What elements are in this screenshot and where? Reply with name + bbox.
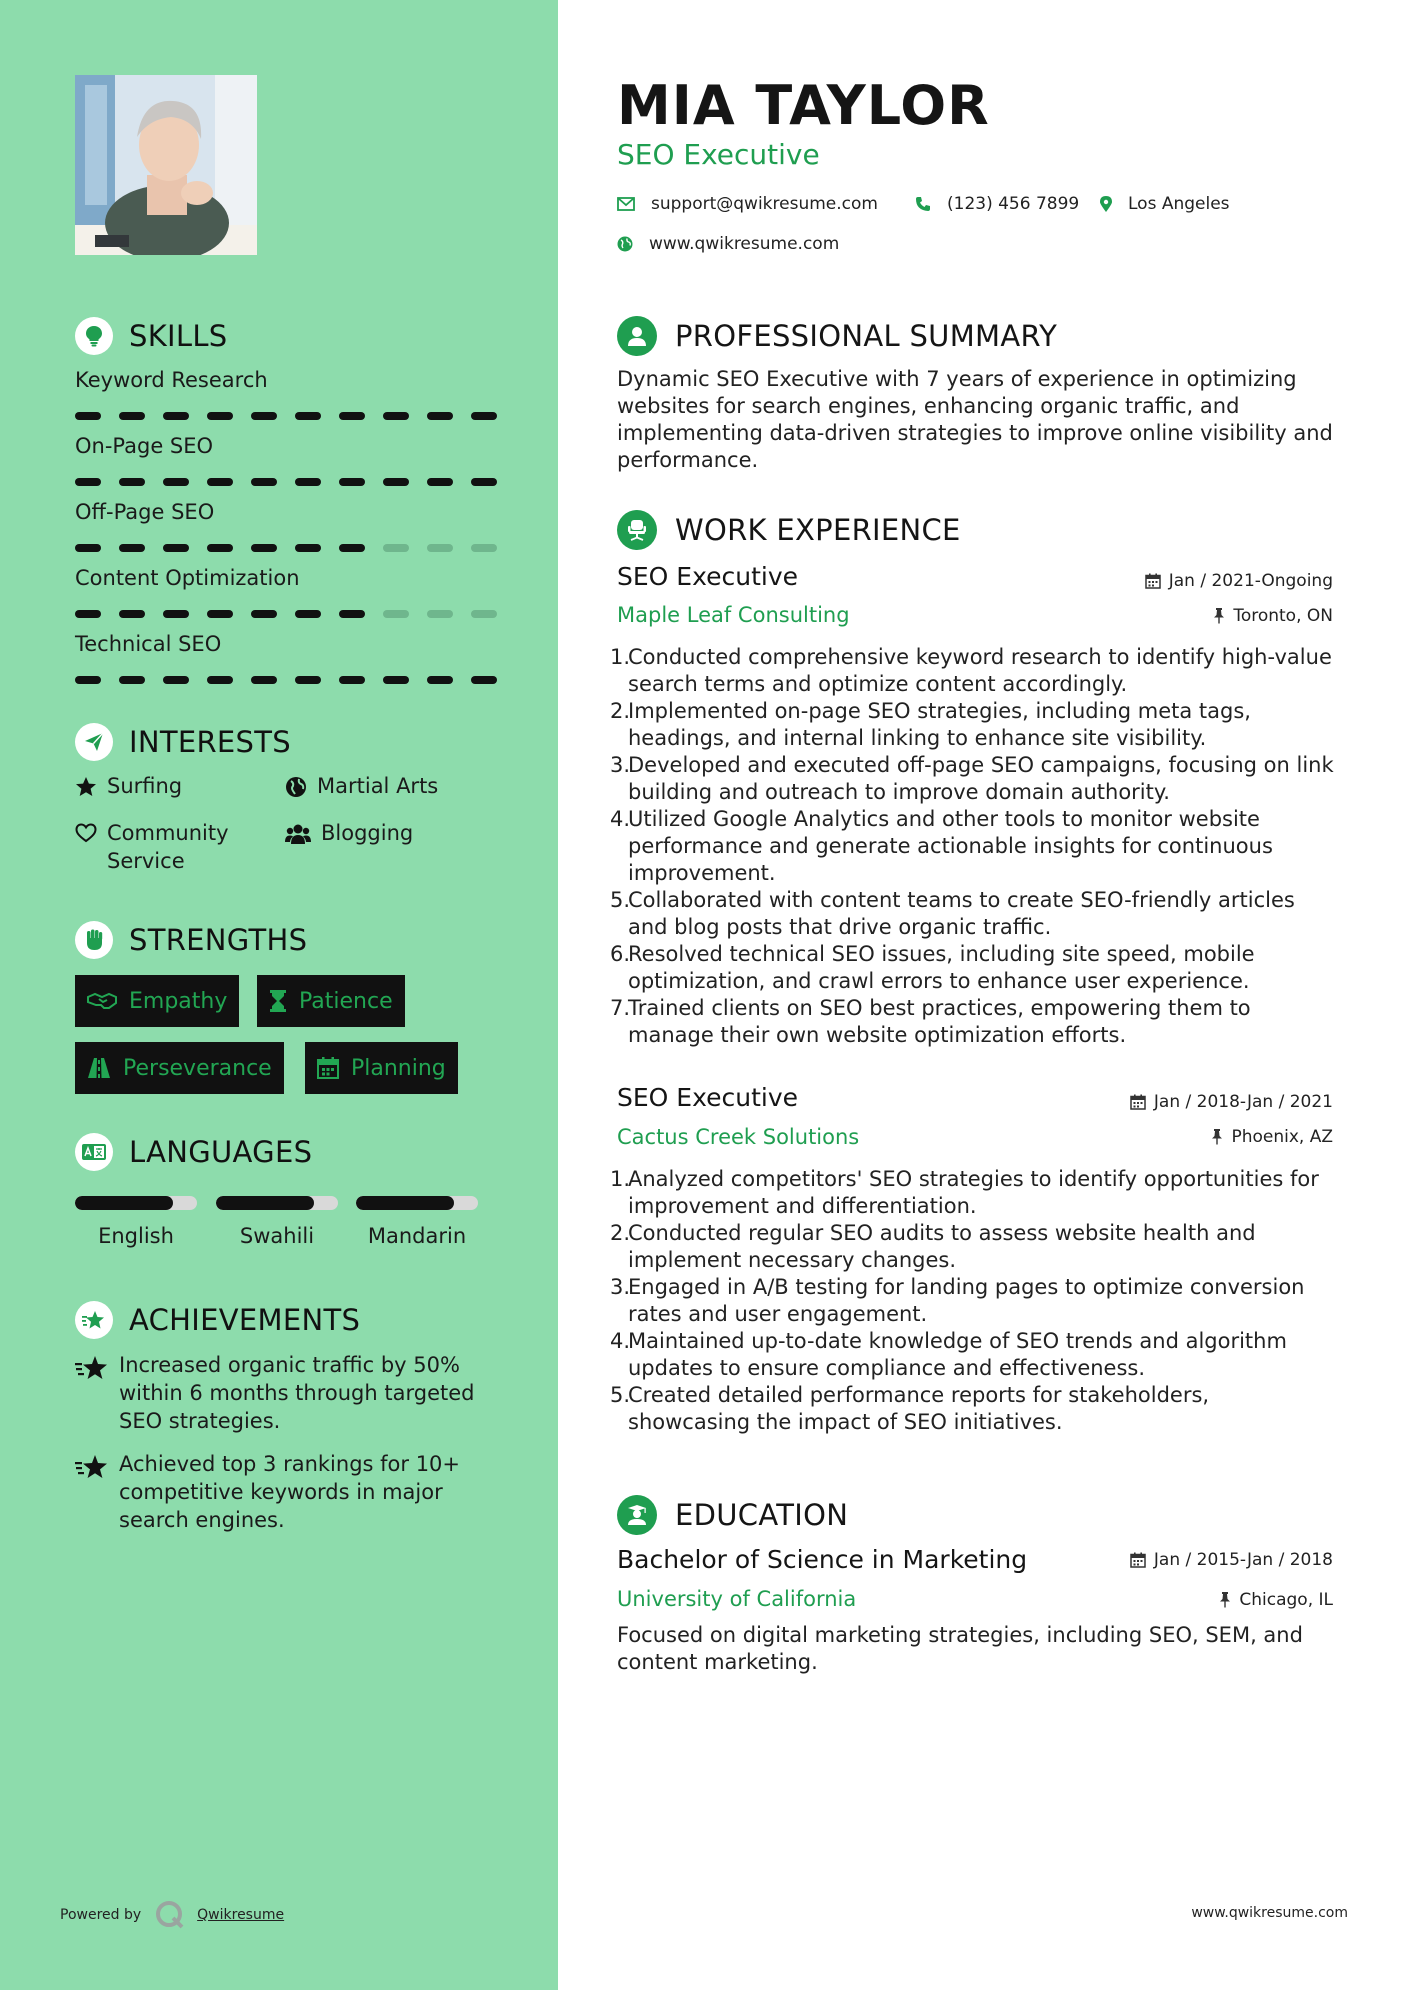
summary-heading	[617, 316, 1057, 356]
language-level-fill	[356, 1196, 454, 1210]
star-burst-icon	[75, 1355, 109, 1381]
job-title: SEO Executive	[617, 1083, 799, 1112]
skill-level-segment	[339, 610, 365, 618]
language-level-bar	[75, 1196, 197, 1210]
skill-level-segment	[339, 412, 365, 420]
bullet-item: 6. Resolved technical SEO issues, including site speed, mobile optimization, and crawl errors to enhance user experience.	[617, 941, 1337, 995]
skill-level-segment	[119, 676, 145, 684]
skill-level-segment	[207, 676, 233, 684]
powered-by	[60, 1900, 284, 1930]
bullet-item: 7. Trained clients on SEO best practices, empowering them to manage their own website optimization efforts.	[617, 995, 1337, 1049]
lightbulb-icon	[75, 317, 113, 355]
job-dates-text: Jan / 2018-Jan / 2021	[1153, 1092, 1333, 1112]
job-company: Cactus Creek Solutions	[617, 1125, 860, 1149]
language-name: Mandarin	[367, 1224, 467, 1248]
bullet-item: 3. Engaged in A/B testing for landing pages to optimize conversion rates and user engagement.	[617, 1274, 1337, 1328]
skill-level-segment	[383, 412, 409, 420]
skill-level-segment	[207, 544, 233, 552]
pushpin-icon	[1211, 1129, 1223, 1145]
bullet-item: 4. Maintained up-to-date knowledge of SEO trends and algorithm updates to ensure compliance and effectiveness.	[617, 1328, 1337, 1382]
achievement-item	[75, 1450, 495, 1534]
heart-icon	[75, 823, 97, 843]
globe-icon	[617, 236, 633, 252]
star-burst-icon	[75, 1454, 109, 1480]
achievements-heading	[75, 1300, 360, 1340]
skill-level-segment	[251, 676, 277, 684]
skill-level-segment	[75, 412, 101, 420]
contact-website[interactable]	[617, 234, 839, 254]
interest-item	[75, 772, 182, 800]
graduate-icon	[617, 1495, 657, 1535]
skill-level-segment	[75, 478, 101, 486]
education-location	[1219, 1590, 1333, 1610]
job-location-text: Toronto, ON	[1233, 606, 1333, 626]
pushpin-icon	[1219, 1592, 1231, 1608]
skill-level-segment	[163, 544, 189, 552]
job-dates	[1145, 571, 1333, 591]
job-location	[1211, 1127, 1333, 1147]
skill-level-segment	[251, 544, 277, 552]
skill-item	[75, 630, 505, 684]
section-title: PROFESSIONAL SUMMARY	[675, 319, 1058, 353]
interest-label: Martial Arts	[317, 774, 439, 798]
phone-text: (123) 456 7899	[947, 194, 1080, 214]
experience-heading	[617, 510, 961, 550]
job-company: Maple Leaf Consulting	[617, 603, 850, 627]
skill-level-segment	[75, 544, 101, 552]
qwikresume-logo-icon	[155, 1900, 185, 1930]
language-icon	[75, 1133, 113, 1171]
strength-label: Patience	[299, 988, 393, 1014]
skill-level-segment	[339, 676, 365, 684]
skill-name: On-Page SEO	[75, 434, 214, 458]
skill-level-segment	[427, 478, 453, 486]
bullet-item: 3. Developed and executed off-page SEO campaigns, focusing on link building and outreach to improve domain authority.	[617, 752, 1337, 806]
skill-level-segment	[75, 676, 101, 684]
job-bullets	[610, 1166, 1337, 1436]
bullet-item: 5. Collaborated with content teams to create SEO-friendly articles and blog posts that drive organic traffic.	[617, 887, 1337, 941]
skill-level-segment	[383, 610, 409, 618]
skill-level-segment	[119, 610, 145, 618]
achievement-text: Achieved top 3 rankings for 10+ competitive keywords in major search engines.	[119, 1452, 461, 1532]
job-title: SEO Executive	[617, 562, 799, 591]
contact-phone[interactable]	[915, 194, 1079, 214]
skill-level-segment	[471, 412, 497, 420]
bullet-text: Implemented on-page SEO strategies, including meta tags, headings, and internal linking to enhance site visibility.	[628, 699, 1251, 750]
hourglass-icon	[269, 990, 287, 1012]
skill-level	[75, 478, 505, 486]
contact-email[interactable]	[617, 194, 878, 214]
skill-name: Content Optimization	[75, 566, 300, 590]
strength-chip	[305, 1042, 458, 1094]
skill-level-segment	[383, 478, 409, 486]
section-title: EDUCATION	[675, 1498, 849, 1532]
interest-item	[75, 819, 255, 875]
education-location-text: Chicago, IL	[1239, 1590, 1333, 1610]
strengths-heading	[75, 920, 307, 960]
bullet-text: Analyzed competitors' SEO strategies to identify opportunities for improvement and differentiation.	[628, 1167, 1319, 1218]
skill-level-segment	[471, 676, 497, 684]
paper-plane-icon	[75, 723, 113, 761]
job-dates-text: Jan / 2021-Ongoing	[1168, 571, 1333, 591]
skill-level-segment	[427, 412, 453, 420]
degree-title: Bachelor of Science in Marketing	[617, 1545, 1028, 1574]
job-location	[1213, 606, 1333, 626]
bullet-text: Conducted comprehensive keyword research to identify high-value search terms and optimize content accordingly.	[628, 645, 1332, 696]
strength-chip	[75, 975, 239, 1027]
interest-item	[285, 819, 413, 847]
language-level-bar	[216, 1196, 338, 1210]
languages-heading	[75, 1132, 312, 1172]
skill-level-segment	[295, 544, 321, 552]
trophy-star-icon	[75, 1301, 113, 1339]
bullet-text: Collaborated with content teams to create SEO-friendly articles and blog posts that drive organic traffic.	[628, 888, 1295, 939]
skill-name: Keyword Research	[75, 368, 268, 392]
bullet-item: 2. Conducted regular SEO audits to assess website health and implement necessary changes.	[617, 1220, 1337, 1274]
interest-label: Blogging	[321, 821, 414, 845]
summary-text: Dynamic SEO Executive with 7 years of experience in optimizing websites for search engines, enhancing organic traffic, and implementing data-driven strategies to improve online visibility and performance.	[617, 367, 1333, 472]
language-item	[216, 1196, 338, 1248]
interest-label: Community Service	[107, 821, 229, 873]
education-dates-text: Jan / 2015-Jan / 2018	[1153, 1550, 1333, 1570]
bullet-text: Created detailed performance reports for stakeholders, showcasing the impact of SEO initiatives.	[628, 1383, 1210, 1434]
location-text: Los Angeles	[1128, 194, 1230, 214]
interest-item	[285, 772, 438, 800]
skill-level-segment	[295, 610, 321, 618]
contact-location	[1100, 194, 1230, 214]
job-bullets	[610, 644, 1337, 1049]
skill-level	[75, 544, 505, 552]
calendar-icon	[1130, 1094, 1146, 1110]
interest-label: Surfing	[107, 774, 183, 798]
achievement-text: Increased organic traffic by 50% within 6 months through targeted SEO strategies.	[119, 1353, 475, 1433]
skill-level-segment	[383, 544, 409, 552]
handshake-icon	[87, 991, 117, 1011]
phone-icon	[915, 196, 931, 212]
education-dates	[1130, 1550, 1333, 1570]
skill-level-segment	[163, 676, 189, 684]
section-title: INTERESTS	[129, 725, 291, 759]
skill-item	[75, 366, 505, 420]
bullet-item: 5. Created detailed performance reports for stakeholders, showcasing the impact of SEO initiatives.	[617, 1382, 1337, 1436]
skill-level-segment	[251, 610, 277, 618]
bullet-text: Engaged in A/B testing for landing pages to optimize conversion rates and user engagement.	[628, 1275, 1305, 1326]
skill-name: Technical SEO	[75, 632, 222, 656]
bullet-item: 2. Implemented on-page SEO strategies, including meta tags, headings, and internal linking to enhance site visibility.	[617, 698, 1337, 752]
chair-icon	[617, 510, 657, 550]
bullet-text: Developed and executed off-page SEO campaigns, focusing on link building and outreach to improve domain authority.	[628, 753, 1334, 804]
candidate-title: SEO Executive	[617, 138, 820, 171]
section-title: ACHIEVEMENTS	[129, 1303, 361, 1337]
language-name: Swahili	[239, 1224, 315, 1248]
users-icon	[285, 823, 311, 845]
skill-level-segment	[207, 610, 233, 618]
skill-level	[75, 676, 505, 684]
skill-level	[75, 610, 505, 618]
bullet-text: Trained clients on SEO best practices, empowering them to manage their own website optimization efforts.	[628, 996, 1251, 1047]
skill-level-segment	[251, 412, 277, 420]
job-location-text: Phoenix, AZ	[1231, 1127, 1333, 1147]
skill-level-segment	[383, 676, 409, 684]
skill-level	[75, 412, 505, 420]
email-text: support@qwikresume.com	[651, 194, 878, 214]
fist-icon	[75, 921, 113, 959]
skill-level-segment	[339, 544, 365, 552]
bullet-item: 1. Conducted comprehensive keyword research to identify high-value search terms and optimize content accordingly.	[617, 644, 1337, 698]
language-level-fill	[216, 1196, 314, 1210]
language-item	[356, 1196, 478, 1248]
bullet-text: Conducted regular SEO audits to assess website health and implement necessary changes.	[628, 1221, 1256, 1272]
bullet-text: Utilized Google Analytics and other tools to monitor website performance and generate actionable insights for continuous improvement.	[628, 807, 1273, 885]
skill-level-segment	[427, 610, 453, 618]
sidebar	[0, 0, 558, 1990]
website-text: www.qwikresume.com	[649, 234, 840, 254]
map-pin-icon	[1100, 196, 1112, 213]
envelope-icon	[617, 197, 635, 211]
profile-photo	[75, 75, 257, 255]
strength-label: Empathy	[129, 988, 228, 1014]
language-name: English	[98, 1224, 174, 1248]
education-description: Focused on digital marketing strategies, including SEO, SEM, and content marketing.	[617, 1623, 1303, 1674]
footer-url[interactable]: www.qwikresume.com	[1191, 1905, 1348, 1921]
bullet-text: Maintained up-to-date knowledge of SEO trends and algorithm updates to ensure compliance and effectiveness.	[628, 1329, 1287, 1380]
skill-level-segment	[295, 412, 321, 420]
skill-level-segment	[163, 610, 189, 618]
skill-level-segment	[471, 544, 497, 552]
strength-chip	[257, 975, 405, 1027]
skill-item	[75, 498, 505, 552]
achievement-item	[75, 1351, 495, 1435]
skill-item	[75, 564, 505, 618]
pushpin-icon	[1213, 608, 1225, 624]
skill-level-segment	[471, 610, 497, 618]
bullet-item: 1. Analyzed competitors' SEO strategies to identify opportunities for improvement and differentiation.	[617, 1166, 1337, 1220]
skill-level-segment	[207, 412, 233, 420]
road-icon	[87, 1058, 111, 1078]
calendar-icon	[317, 1057, 339, 1079]
user-icon	[617, 316, 657, 356]
powered-by-label: Powered by	[60, 1907, 142, 1923]
skills-heading	[75, 316, 228, 356]
interests-heading	[75, 722, 291, 762]
star-icon	[75, 776, 97, 797]
education-heading	[617, 1495, 848, 1535]
skill-level-segment	[207, 478, 233, 486]
skill-level-segment	[295, 478, 321, 486]
skill-level-segment	[251, 478, 277, 486]
skill-level-segment	[119, 478, 145, 486]
section-title: WORK EXPERIENCE	[675, 513, 961, 547]
skill-level-segment	[163, 412, 189, 420]
candidate-name: MIA TAYLOR	[617, 74, 990, 137]
skill-level-segment	[119, 544, 145, 552]
section-title: SKILLS	[129, 319, 228, 353]
skill-level-segment	[427, 544, 453, 552]
school-name: University of California	[617, 1587, 857, 1611]
skill-level-segment	[339, 478, 365, 486]
section-title: STRENGTHS	[129, 923, 308, 957]
skill-item	[75, 432, 505, 486]
strength-label: Perseverance	[123, 1055, 272, 1081]
globe-icon	[285, 776, 307, 798]
skill-level-segment	[119, 412, 145, 420]
strength-label: Planning	[351, 1055, 446, 1081]
skill-name: Off-Page SEO	[75, 500, 215, 524]
skill-level-segment	[471, 478, 497, 486]
calendar-icon	[1145, 573, 1161, 589]
job-dates	[1130, 1092, 1333, 1112]
skill-level-segment	[75, 610, 101, 618]
language-level-fill	[75, 1196, 173, 1210]
strength-chip	[75, 1042, 284, 1094]
skill-level-segment	[163, 478, 189, 486]
bullet-text: Resolved technical SEO issues, including site speed, mobile optimization, and crawl errors to enhance user experience.	[628, 942, 1255, 993]
skill-level-segment	[427, 676, 453, 684]
section-title: LANGUAGES	[129, 1135, 313, 1169]
bullet-item: 4. Utilized Google Analytics and other tools to monitor website performance and generate actionable insights for continuous improvement.	[617, 806, 1337, 887]
language-level-bar	[356, 1196, 478, 1210]
calendar-icon	[1130, 1552, 1146, 1568]
skill-level-segment	[295, 676, 321, 684]
language-item	[75, 1196, 197, 1248]
qwikresume-link[interactable]: Qwikresume	[197, 1907, 285, 1923]
